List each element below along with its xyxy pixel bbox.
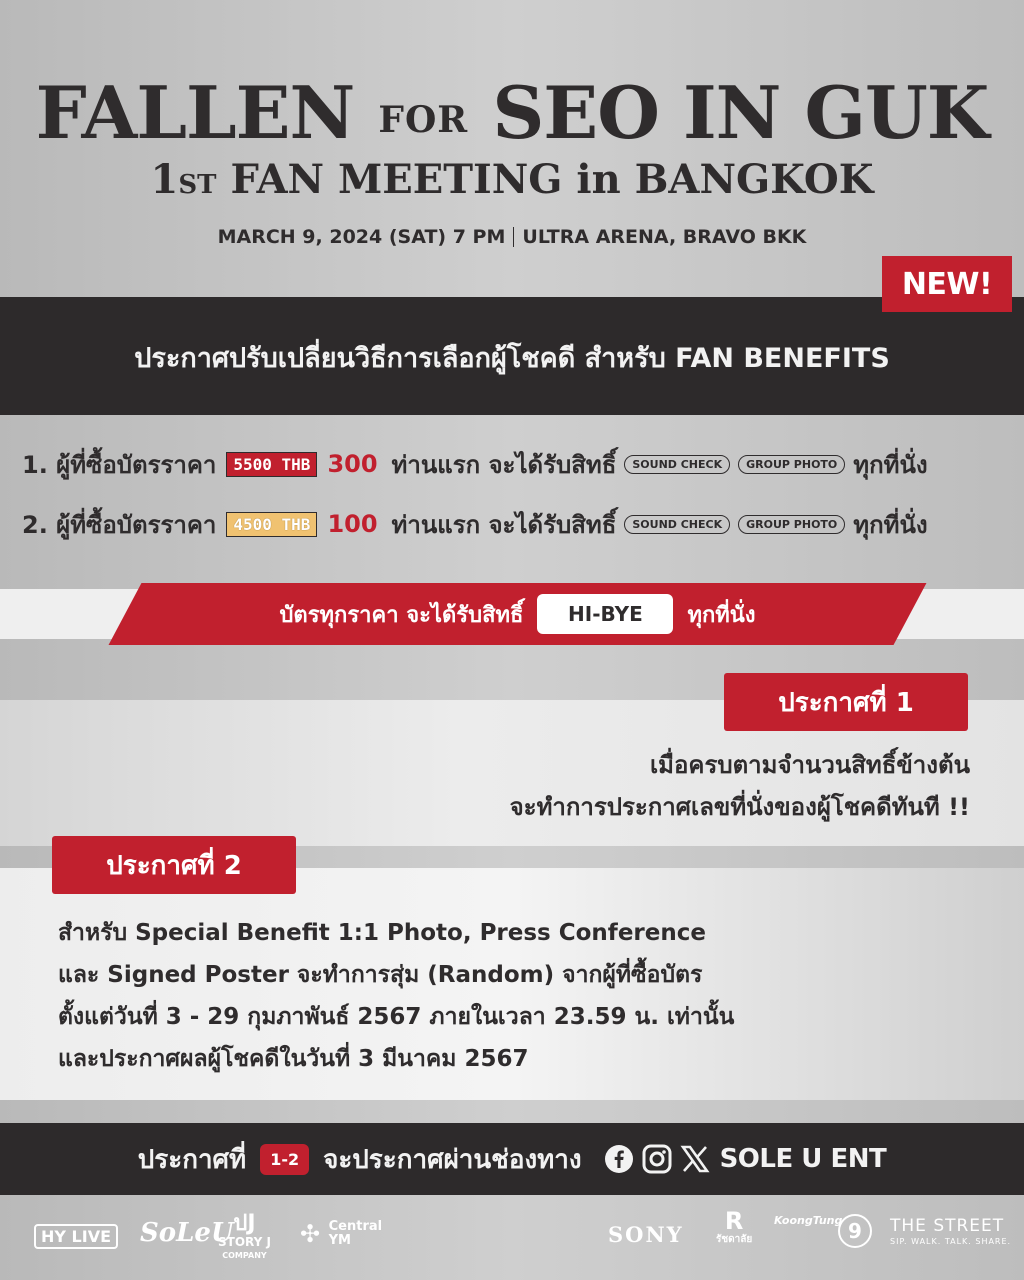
price-tag: 4500 THB [226,512,317,537]
storyj-logo: ปJ STORY J COMPANY [218,1211,271,1260]
perk-pill: GROUP PHOTO [738,455,845,474]
koongtung-logo: KoongTung [774,1214,843,1227]
notice1-line: จะทำการประกาศเลขที่นั่งของผู้โชคดีทันที !! [509,793,970,821]
notice1-text [300,744,970,828]
hylive-logo: HY LIVE [34,1224,118,1249]
notice2-label: ประกาศที่ 2 [52,836,296,894]
benefit-count: 300 [327,450,378,478]
event-subtitle [0,156,1024,203]
footer-brand: SOLE U ENT [719,1144,887,1174]
benefit-tail: ทุกที่นั่ง [853,450,928,479]
perk-pill: GROUP PHOTO [738,515,845,534]
soleu-logo: SoLeU [140,1218,234,1248]
perk-pill: SOUND CHECK [624,455,730,474]
event-date: MARCH 9, 2024 (SAT) 7 PM [217,226,506,248]
notice2-line: และประกาศผลผู้โชคดีในวันที่ 3 มีนาคม 2567 [58,1046,529,1072]
x-icon[interactable] [680,1144,710,1174]
notice2-line: สำหรับ Special Benefit 1:1 Photo, Press Conference [58,920,706,946]
footer-lead: ประกาศที่ [137,1144,247,1175]
event-venue: ULTRA ARENA, BRAVO BKK [522,226,807,248]
notice2-text [58,912,958,1080]
footer-mid: จะประกาศผ่านช่องทาง [323,1144,582,1175]
benefit-row [22,504,1012,544]
benefit-mid: ท่านแรก จะได้รับสิทธิ์ [391,450,617,479]
title-for: FOR [378,99,469,141]
subtitle-text: FAN MEETING in BANGKOK [230,156,874,203]
notice2-line: และ Signed Poster จะทำการสุ่ม (Random) จากผู้ที่ซื้อบัตร [58,962,703,988]
footer-num-tag: 1-2 [260,1144,309,1175]
subtitle-number: 1 [150,156,179,203]
central-icon: ✣ [300,1219,321,1248]
channel9-logo: 9 [838,1214,872,1248]
ratchadalai-logo: R รัชดาลัย [716,1207,753,1245]
title-fallen: FALLEN [35,70,355,155]
notice1-line: เมื่อครบตามจำนวนสิทธิ์ข้างต้น [649,751,970,779]
benefit-lead: 1. ผู้ที่ซื้อบัตรราคา [22,450,217,479]
benefit-lead: 2. ผู้ที่ซื้อบัตรราคา [22,510,217,539]
sony-logo: SONY [608,1222,684,1247]
notice2-line: ตั้งแต่วันที่ 3 - 29 กุมภาพันธ์ 2567 ภายในเวลา 23.59 น. เท่านั้น [58,1004,735,1030]
hibye-tail: ทุกที่นั่ง [687,602,756,628]
price-tag: 5500 THB [226,452,317,477]
announcement-title: ประกาศปรับเปลี่ยนวิธีการเลือกผู้โชคดี สำหรับ FAN BENEFITS [134,343,890,374]
new-badge: NEW! [882,256,1012,312]
facebook-icon[interactable] [604,1144,634,1174]
central-ym-logo: ✣ Central YM [300,1219,383,1248]
subtitle-ordinal: ST [178,170,217,200]
notice1-label: ประกาศที่ 1 [724,673,968,731]
hibye-text [125,583,910,645]
sponsor-row [0,1204,1024,1268]
instagram-icon[interactable] [642,1144,672,1174]
the-street-logo: THE STREET SIP. WALK. TALK. SHARE. [890,1216,1012,1246]
benefit-tail: ทุกที่นั่ง [853,510,928,539]
footer-content [0,1123,1024,1195]
event-title [0,70,1024,155]
perk-pill: SOUND CHECK [624,515,730,534]
benefit-count: 100 [327,510,378,538]
benefit-row [22,444,1012,484]
info-divider [513,227,514,247]
benefit-mid: ท่านแรก จะได้รับสิทธิ์ [391,510,617,539]
title-artist: SEO IN GUK [492,70,989,155]
event-info [0,226,1024,248]
hibye-perk: HI-BYE [537,594,673,634]
hibye-lead: บัตรทุกราคา จะได้รับสิทธิ์ [279,602,524,628]
